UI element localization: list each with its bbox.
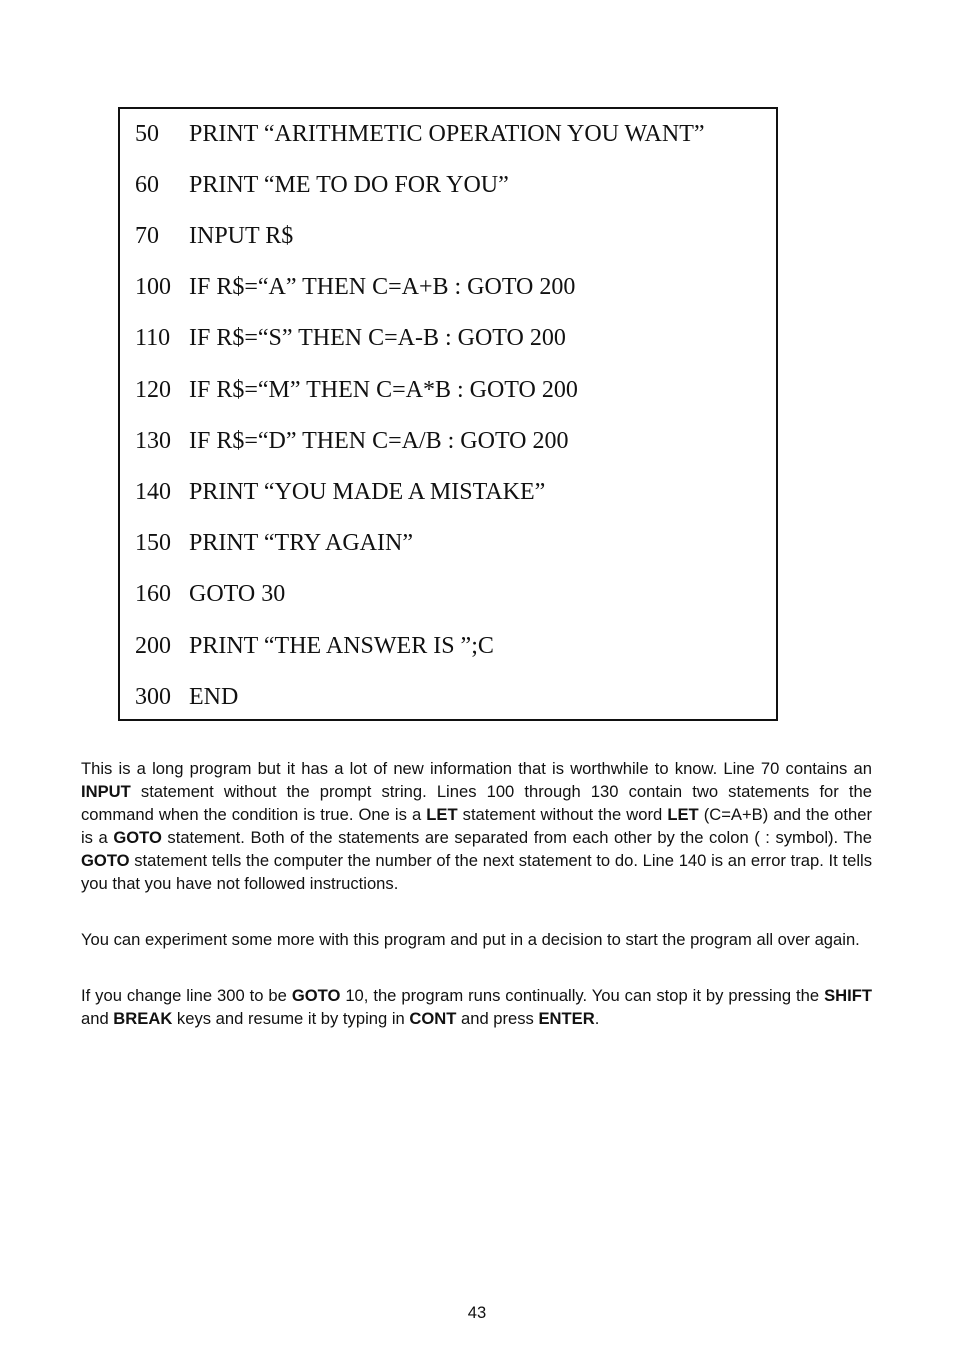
- line-number: 200: [135, 633, 171, 659]
- text-run: keys and resume it by typing in: [172, 1009, 410, 1028]
- code-line: [120, 528, 776, 558]
- statement: INPUT R$: [189, 223, 294, 249]
- keyword-shift: SHIFT: [824, 986, 872, 1005]
- keyword-let: LET: [426, 805, 458, 824]
- code-line: [120, 631, 776, 661]
- text-run: (C=A+B) and the other is a: [81, 805, 873, 847]
- code-line: [120, 221, 776, 251]
- text-run: and press: [456, 1009, 539, 1028]
- code-line: [120, 170, 776, 200]
- line-number: 150: [135, 530, 171, 556]
- line-number: 120: [135, 377, 171, 403]
- text-run: statement. Both of the statements are separated from each other by the colon ( : symbol). The: [161, 828, 872, 847]
- keyword-goto: GOTO: [291, 986, 341, 1005]
- code-line: [120, 477, 776, 507]
- statement: IF R$=“A” THEN C=A+B : GOTO 200: [189, 274, 576, 300]
- code-line: [120, 272, 776, 302]
- code-line: [120, 375, 776, 405]
- text-run: If you change line 300 to be: [81, 986, 292, 1005]
- text-run: .: [594, 1009, 600, 1028]
- line-number: 110: [135, 325, 171, 351]
- statement: IF R$=“M” THEN C=A*B : GOTO 200: [189, 377, 578, 403]
- text-run: This is a long program but it has a lot of new information that is worthwhile to know. Line 70 contains an: [81, 759, 872, 778]
- text-run: 10, the program runs continually. You can stop it by pressing the: [340, 986, 825, 1005]
- paragraph-experiment: [81, 928, 872, 951]
- statement: PRINT “ME TO DO FOR YOU”: [189, 172, 509, 198]
- statement: IF R$=“D” THEN C=A/B : GOTO 200: [189, 428, 569, 454]
- statement: IF R$=“S” THEN C=A-B : GOTO 200: [189, 325, 566, 351]
- keyword-goto: GOTO: [81, 851, 130, 870]
- paragraph-explanation: [81, 757, 872, 895]
- line-number: 100: [135, 274, 171, 300]
- text-run: and: [81, 1009, 114, 1028]
- keyword-cont: CONT: [409, 1009, 457, 1028]
- keyword-let: LET: [667, 805, 699, 824]
- text-run: You can experiment some more with this program and put in a decision to start the program all over again.: [81, 930, 860, 949]
- text-run: statement without the prompt string. Lines 100 through 130 contain two statements for the command when the condition is true. One is a: [81, 782, 872, 824]
- code-line: [120, 426, 776, 456]
- program-listing: [118, 107, 778, 721]
- line-number: 60: [135, 172, 159, 198]
- keyword-input: INPUT: [81, 782, 131, 801]
- line-number: 160: [135, 581, 171, 607]
- keyword-goto: GOTO: [113, 828, 162, 847]
- code-line: [120, 579, 776, 609]
- text-run: statement without the word: [457, 805, 668, 824]
- line-number: 130: [135, 428, 171, 454]
- keyword-break: BREAK: [113, 1009, 173, 1028]
- statement: PRINT “ARITHMETIC OPERATION YOU WANT”: [189, 121, 705, 147]
- statement: PRINT “TRY AGAIN”: [189, 530, 413, 556]
- line-number: 140: [135, 479, 171, 505]
- code-line: [120, 119, 776, 149]
- keyword-enter: ENTER: [538, 1009, 595, 1028]
- statement: GOTO 30: [189, 581, 286, 607]
- code-line: [120, 682, 776, 712]
- statement: PRINT “YOU MADE A MISTAKE”: [189, 479, 546, 505]
- line-number: 70: [135, 223, 159, 249]
- text-run: statement tells the computer the number of the next statement to do. Line 140 is an error trap. It tells you that you have not followed instructions.: [81, 851, 872, 893]
- code-line: [120, 323, 776, 353]
- paragraph-goto-loop: [81, 984, 872, 1030]
- page-number: 43: [467, 1303, 487, 1322]
- statement: END: [189, 684, 239, 710]
- line-number: 50: [135, 121, 159, 147]
- line-number: 300: [135, 684, 171, 710]
- statement: PRINT “THE ANSWER IS ”;C: [189, 633, 494, 659]
